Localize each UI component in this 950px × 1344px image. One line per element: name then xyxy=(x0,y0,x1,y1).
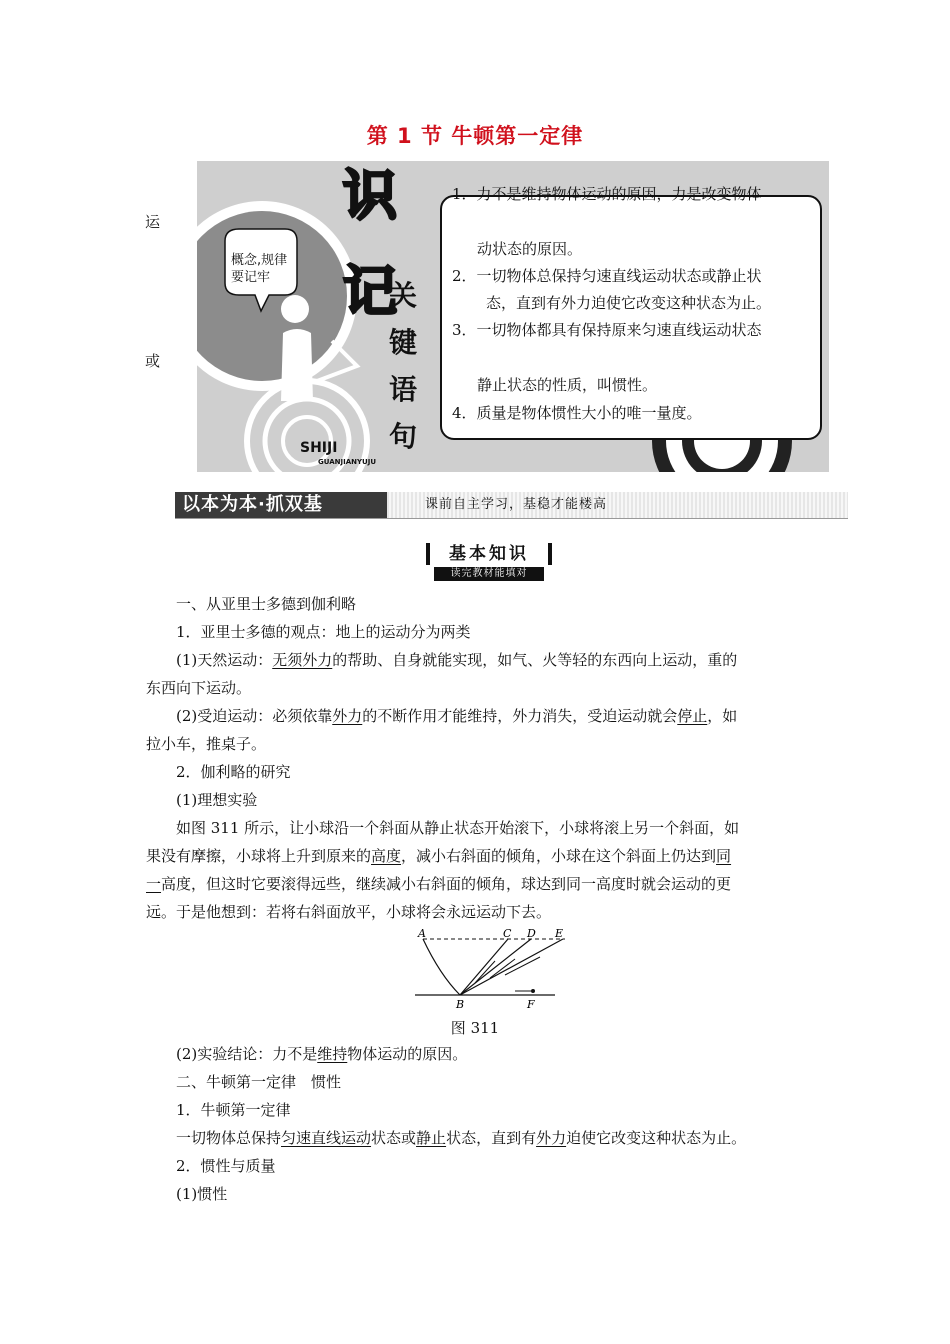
key-point-3b: 静止状态的性质，叫惯性。 xyxy=(477,376,658,394)
label-d: D xyxy=(527,927,536,940)
vertical-title xyxy=(386,272,420,460)
text-span: ，如 xyxy=(707,707,738,725)
key-point-2a: 2．一切物体总保持匀速直线运动状态或静止状 xyxy=(452,267,762,285)
arrow-path-3 xyxy=(505,957,540,975)
text-span: 迫使它改变这种状态为止。 xyxy=(566,1129,747,1147)
vertical-char-4: 句 xyxy=(388,420,417,453)
text-span: 状态，直到有 xyxy=(446,1129,537,1147)
paragraph-8: 1．牛顿第一定律 xyxy=(176,1101,291,1119)
key-point-2b: 态，直到有外力迫使它改变这种状态为止。 xyxy=(486,294,772,312)
arrow-path-1 xyxy=(475,961,495,983)
bubble-line-1: 概念,规律 xyxy=(231,253,288,268)
section-badge xyxy=(426,543,552,581)
section-strip-subtitle: 课前自主学习，基稳才能楼高 xyxy=(425,497,608,512)
heading-1: 一、从亚里士多德到伽利略 xyxy=(176,595,357,613)
text-span: ，减小右斜面的倾角，小球在这个斜面上仍达到 xyxy=(401,847,717,865)
text-span: 的帮助、自身就能实现，如气、火等轻的东西向上运动，重的 xyxy=(332,651,738,669)
paragraph-5: (1)理想实验 xyxy=(176,791,258,809)
text-span: 物体运动的原因。 xyxy=(347,1045,468,1063)
paragraph-9 xyxy=(176,1127,746,1149)
text-span: 状态或 xyxy=(371,1129,417,1147)
key-point-1b: 动状态的原因。 xyxy=(477,240,583,258)
paragraph-1: 1．亚里士多德的观点：地上的运动分为两类 xyxy=(176,623,471,641)
blank-answer: 一 xyxy=(146,875,162,893)
paragraph-6a: 如图 311 所示，让小球沿一个斜面从静止状态开始滚下，小球将滚上另一个斜面，如 xyxy=(176,819,740,837)
paragraph-3b: 拉小车，推桌子。 xyxy=(146,735,267,753)
badge-main-text: 基本知识 xyxy=(426,543,552,565)
heading-2: 二、牛顿第一定律 惯性 xyxy=(176,1073,342,1091)
paragraph-6c xyxy=(146,873,731,895)
vertical-char-1: 关 xyxy=(388,279,417,312)
vertical-char-2: 键 xyxy=(388,326,417,359)
paragraph-6b xyxy=(146,845,731,867)
blank-answer: 停止 xyxy=(677,707,708,725)
paragraph-2b: 东西向下运动。 xyxy=(146,679,252,697)
person-head-icon xyxy=(281,295,309,323)
side-char-1: 运 xyxy=(145,213,161,231)
text-span: (2)受迫运动：必须依靠 xyxy=(176,707,333,725)
text-span: 果没有摩擦，小球将上升到原来的 xyxy=(146,847,372,865)
blank-answer: 同 xyxy=(716,847,732,865)
blank-answer: 外力 xyxy=(536,1129,567,1147)
incline-figure xyxy=(405,925,565,1010)
incline-to-e xyxy=(460,939,563,995)
blank-answer: 匀速直线运动 xyxy=(281,1129,372,1147)
incline-to-c xyxy=(460,939,508,995)
label-b: B xyxy=(456,998,465,1010)
bubble-text xyxy=(231,252,287,286)
bubble-line-2: 要记牢 xyxy=(231,270,271,285)
blank-answer: 高度 xyxy=(371,847,402,865)
label-f: F xyxy=(527,998,535,1010)
big-char-1: 识 xyxy=(343,164,397,227)
paragraph-10: 2．惯性与质量 xyxy=(176,1157,276,1175)
logo-main: SHIJI xyxy=(300,440,338,456)
paragraph-3a xyxy=(176,705,737,727)
paragraph-11: (1)惯性 xyxy=(176,1185,228,1203)
text-span: (1)天然运动： xyxy=(176,651,273,669)
label-c: C xyxy=(503,927,512,940)
label-a: A xyxy=(418,927,426,940)
figure-caption: 图 311 xyxy=(450,1019,500,1037)
section-strip-title: 以本为本·抓双基 xyxy=(182,494,323,515)
paragraph-6d: 远。于是他想到：若将右斜面放平，小球将会永远运动下去。 xyxy=(146,903,552,921)
paragraph-2a xyxy=(176,649,737,671)
big-char-2: 记 xyxy=(343,260,397,323)
label-e: E xyxy=(555,927,564,940)
text-span: 的不断作用才能维持，外力消失，受迫运动就会 xyxy=(362,707,678,725)
key-point-1a: 1．力不是维持物体运动的原因，力是改变物体 xyxy=(452,185,762,203)
blank-answer: 无须外力 xyxy=(272,651,333,669)
side-char-2: 或 xyxy=(145,352,161,370)
person-body-icon xyxy=(281,329,313,401)
ball-icon xyxy=(531,989,535,993)
logo-sub: GUANJIANYUJU xyxy=(318,458,377,466)
blank-answer: 维持 xyxy=(317,1045,348,1063)
vertical-char-3: 语 xyxy=(388,373,417,406)
key-point-4: 4．质量是物体惯性大小的唯一量度。 xyxy=(452,404,702,422)
badge-sub-text: 读完教材能填对 xyxy=(434,567,544,581)
text-span: (2)实验结论：力不是 xyxy=(176,1045,318,1063)
key-point-3a: 3．一切物体都具有保持原来匀速直线运动状态 xyxy=(452,321,762,339)
text-span: 高度，但这时它要滚得远些，继续减小右斜面的倾角，球达到同一高度时就会运动的更 xyxy=(161,875,732,893)
text-span: 一切物体总保持 xyxy=(176,1129,282,1147)
left-incline xyxy=(423,939,460,995)
paragraph-4: 2．伽利略的研究 xyxy=(176,763,291,781)
blank-answer: 静止 xyxy=(416,1129,447,1147)
paragraph-7 xyxy=(176,1043,467,1065)
blank-answer: 外力 xyxy=(332,707,363,725)
page-title: 第 1 节 牛顿第一定律 xyxy=(366,124,584,148)
